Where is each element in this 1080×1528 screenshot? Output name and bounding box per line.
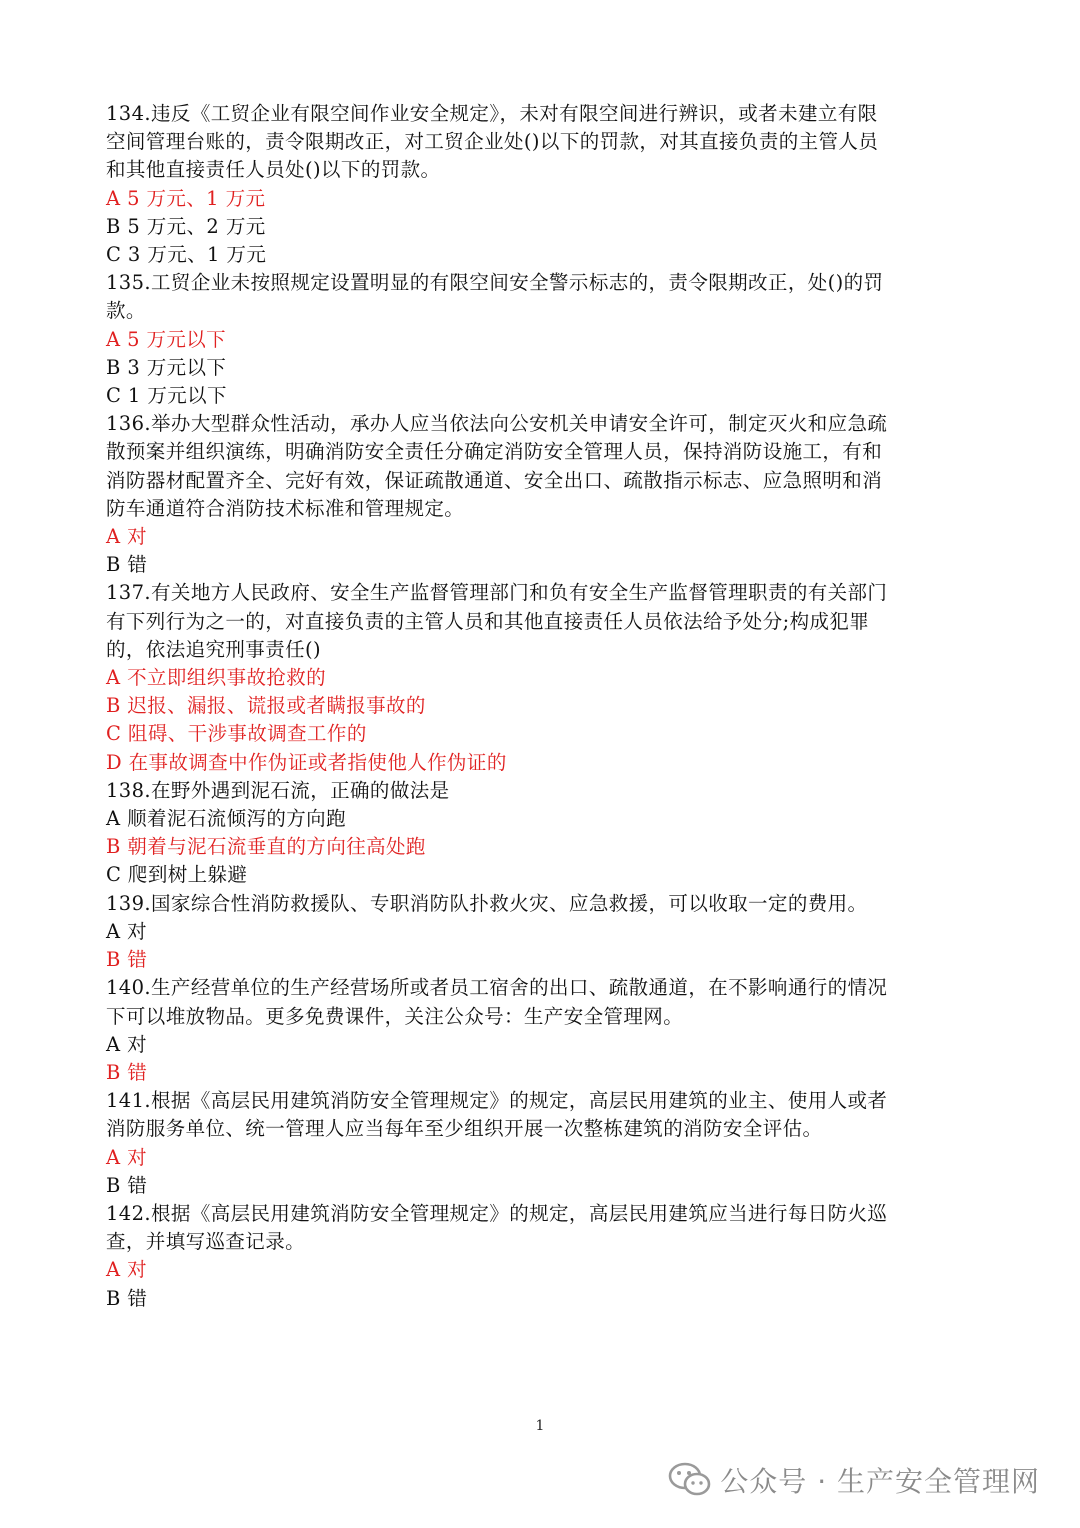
answer-option-correct: B 错 bbox=[106, 948, 148, 972]
question-block bbox=[106, 777, 976, 890]
question-text-line: 空间管理台账的，责令限期改正，对工贸企业处()以下的罚款，对其直接负责的主管人员 bbox=[106, 130, 879, 154]
question-text-line: 142.根据《高层民用建筑消防安全管理规定》的规定，高层民用建筑应当进行每日防火巡 bbox=[106, 1201, 888, 1225]
question-list bbox=[106, 100, 976, 1313]
answer-option: C 1 万元以下 bbox=[106, 384, 227, 408]
answer-option-correct: A 对 bbox=[106, 1258, 147, 1282]
question-text-line: 下可以堆放物品。更多免费课件，关注公众号：生产安全管理网。 bbox=[106, 1004, 684, 1028]
answer-option-correct: D 在事故调查中作伪证或者指使他人作伪证的 bbox=[106, 750, 507, 774]
answer-option-correct: B 迟报、漏报、谎报或者瞒报事故的 bbox=[106, 694, 426, 718]
answer-option: C 3 万元、1 万元 bbox=[106, 243, 267, 267]
answer-option-correct: B 错 bbox=[106, 1060, 148, 1084]
question-text-line: 141.根据《高层民用建筑消防安全管理规定》的规定，高层民用建筑的业主、使用人或者 bbox=[106, 1089, 888, 1113]
answer-option: B 错 bbox=[106, 553, 148, 577]
question-text-line: 137.有关地方人民政府、安全生产监督管理部门和负有安全生产监督管理职责的有关部门 bbox=[106, 581, 888, 605]
question-text-line: 135.工贸企业未按照规定设置明显的有限空间安全警示标志的，责令限期改正，处()的罚 bbox=[106, 271, 884, 295]
question-block bbox=[106, 100, 976, 269]
question-block bbox=[106, 890, 976, 975]
question-text-line: 139.国家综合性消防救援队、专职消防队扑救火灾、应急救援，可以收取一定的费用。 bbox=[106, 891, 868, 915]
question-block bbox=[106, 579, 976, 776]
watermark-text: 公众号 · 生产安全管理网 bbox=[720, 1465, 1040, 1498]
question-text-line: 防车通道符合消防技术标准和管理规定。 bbox=[106, 496, 465, 520]
question-text-line: 和其他直接责任人员处()以下的罚款。 bbox=[106, 158, 441, 182]
answer-option: B 错 bbox=[106, 1173, 148, 1197]
question-text-line: 查，并填写巡查记录。 bbox=[106, 1230, 306, 1254]
question-block bbox=[106, 974, 976, 1087]
question-text-line: 138.在野外遇到泥石流，正确的做法是 bbox=[106, 778, 450, 802]
question-text-line: 136.举办大型群众性活动，承办人应当依法向公安机关申请安全许可，制定灭火和应急疏 bbox=[106, 412, 888, 436]
question-text-line: 有下列行为之一的，对直接负责的主管人员和其他直接责任人员依法给予处分;构成犯罪 bbox=[106, 609, 870, 633]
answer-option: A 对 bbox=[106, 919, 147, 943]
answer-option: C 爬到树上躲避 bbox=[106, 863, 248, 887]
question-text-line: 散预案并组织演练，明确消防安全责任分确定消防安全管理人员，保持消防设施工，有和 bbox=[106, 440, 883, 464]
answer-option-correct: B 朝着与泥石流垂直的方向往高处跑 bbox=[106, 835, 426, 859]
answer-option: B 5 万元、2 万元 bbox=[106, 214, 266, 238]
answer-option-correct: A 5 万元以下 bbox=[106, 327, 227, 351]
wechat-icon bbox=[668, 1461, 712, 1499]
answer-option-correct: A 对 bbox=[106, 1145, 147, 1169]
answer-option: B 3 万元以下 bbox=[106, 355, 227, 379]
answer-option: A 对 bbox=[106, 1032, 147, 1056]
answer-option-correct: C 阻碍、干涉事故调查工作的 bbox=[106, 722, 367, 746]
page-number: 1 bbox=[535, 1418, 545, 1434]
answer-option: A 顺着泥石流倾泻的方向跑 bbox=[106, 807, 346, 831]
question-text-line: 的，依法追究刑事责任() bbox=[106, 637, 322, 661]
question-text-line: 消防服务单位、统一管理人应当每年至少组织开展一次整栋建筑的消防安全评估。 bbox=[106, 1117, 823, 1141]
question-block bbox=[106, 1200, 976, 1313]
question-text-line: 134.违反《工贸企业有限空间作业安全规定》，未对有限空间进行辨识，或者未建立有限 bbox=[106, 102, 878, 125]
answer-option-correct: A 5 万元、1 万元 bbox=[106, 186, 266, 210]
answer-option-correct: A 不立即组织事故抢救的 bbox=[106, 666, 327, 690]
question-text-line: 款。 bbox=[106, 299, 146, 323]
question-block bbox=[106, 269, 976, 410]
question-block bbox=[106, 410, 976, 579]
question-text-line: 消防器材配置齐全、完好有效，保证疏散通道、安全出口、疏散指示标志、应急照明和消 bbox=[106, 468, 883, 492]
question-block bbox=[106, 1087, 976, 1200]
watermark bbox=[668, 1460, 1040, 1500]
answer-option-correct: A 对 bbox=[106, 525, 147, 549]
question-text-line: 140.生产经营单位的生产经营场所或者员工宿舍的出口、疏散通道，在不影响通行的情况 bbox=[106, 976, 888, 1000]
answer-option: B 错 bbox=[106, 1286, 148, 1310]
